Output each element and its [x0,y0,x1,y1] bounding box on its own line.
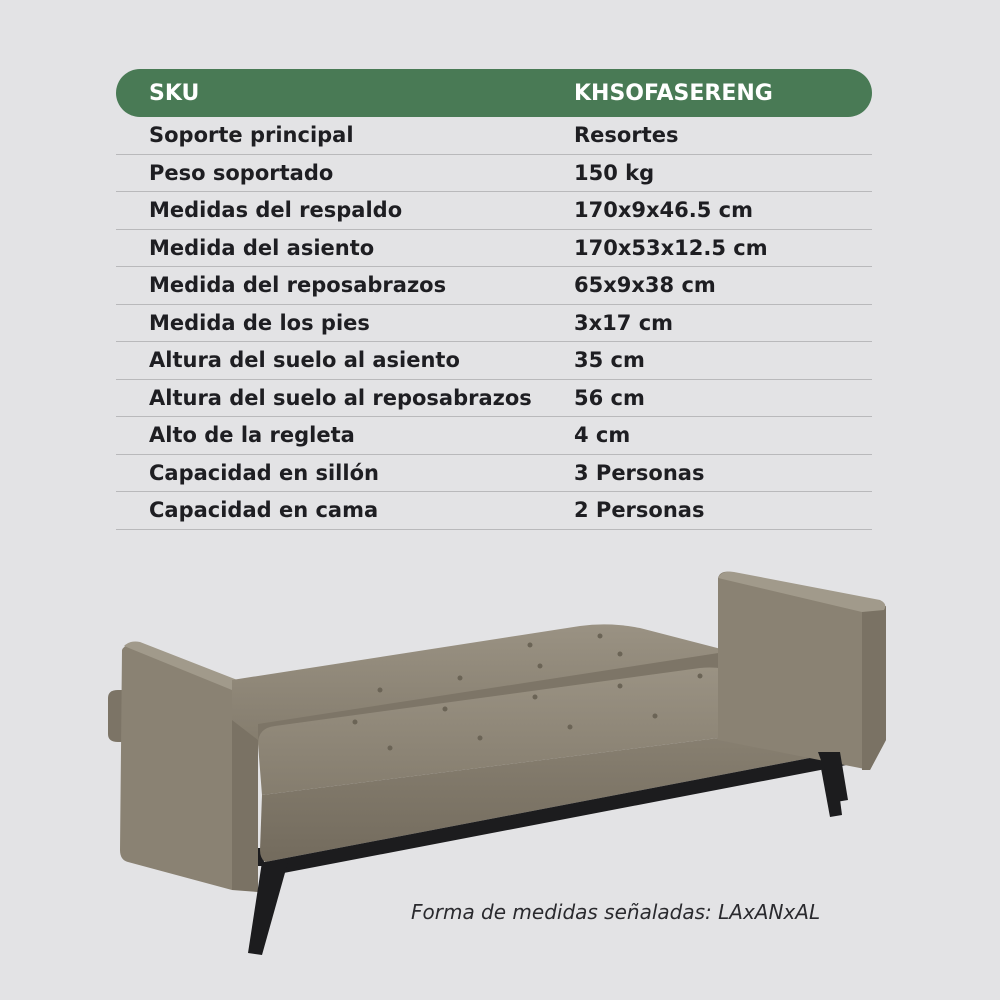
spec-value: 3 Personas [574,460,705,485]
spec-label: Medida del reposabrazos [149,273,447,298]
spec-value: 150 kg [574,160,655,185]
spec-label: Peso soportado [149,160,334,185]
spec-value: 170x53x12.5 cm [574,235,768,260]
spec-row [116,117,872,155]
sofa-right-armrest-face [862,606,886,770]
spec-value: 56 cm [574,385,645,410]
spec-label: Altura del suelo al asiento [149,348,460,373]
spec-label: Capacidad en sillón [149,460,379,485]
spec-table-header [116,69,872,117]
spec-row [116,155,872,193]
header-label: SKU [149,80,200,106]
spec-label: Alto de la regleta [149,423,355,448]
spec-value: 4 cm [574,423,631,448]
spec-label: Medidas del respaldo [149,198,403,223]
spec-row [116,380,872,418]
measurement-caption: Forma de medidas señaladas: LAxANxAL [411,900,821,924]
spec-row [116,342,872,380]
spec-value: Resortes [574,123,679,148]
spec-row [116,192,872,230]
spec-value: 3x17 cm [574,310,674,335]
spec-table [116,69,872,530]
spec-row [116,230,872,268]
spec-label: Altura del suelo al reposabrazos [149,385,532,410]
spec-label: Capacidad en cama [149,498,379,523]
spec-value: 65x9x38 cm [574,273,716,298]
spec-row [116,492,872,530]
spec-value: 2 Personas [574,498,705,523]
header-value: KHSOFASERENG [574,80,773,106]
spec-row [116,417,872,455]
spec-row [116,267,872,305]
spec-row [116,305,872,343]
spec-label: Medida del asiento [149,235,375,260]
spec-row [116,455,872,493]
spec-label: Medida de los pies [149,310,370,335]
spec-value: 170x9x46.5 cm [574,198,753,223]
spec-label: Soporte principal [149,123,354,148]
spec-value: 35 cm [574,348,645,373]
